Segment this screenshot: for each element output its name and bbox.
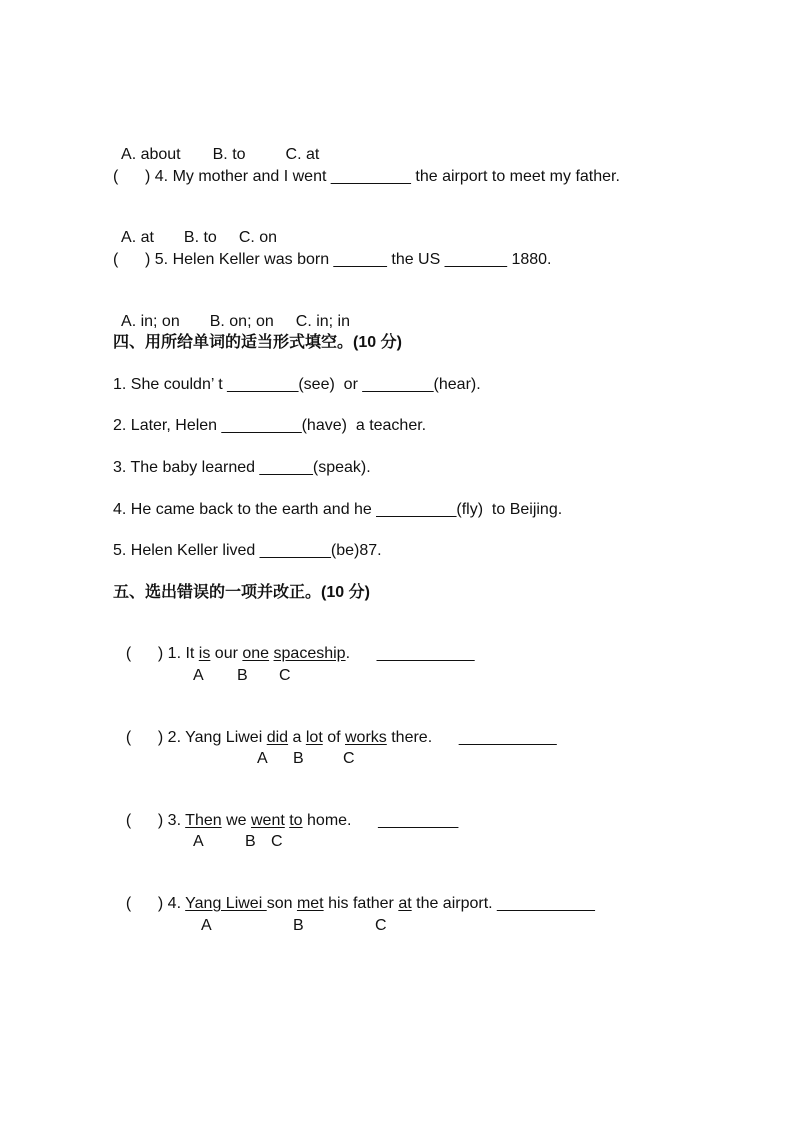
option-a: A. in; on [121,313,180,330]
q4-label-a: A [201,917,212,934]
underlined-a: did [266,729,289,746]
option-b: B. on; on [209,313,274,330]
q1-label-a: A [193,667,204,684]
underlined-b: went [250,812,285,829]
underlined-c: to [289,812,303,829]
q3-options-top [113,125,319,165]
underlined-c: at [398,895,412,912]
underlined-b: lot [305,729,323,746]
q2-label-c: C [343,750,355,767]
question-5: ( ) 5. Helen Keller was born ______ the US _______ 1880. [113,251,552,268]
underlined-c: works [345,729,387,746]
section-4-item-1: 1. She couldn’ t ________(see) or ________(hear). [113,376,481,393]
q2-label-b: B [293,750,304,767]
q1-label-b: B [237,667,248,684]
underlined-a: Yang Liwei [185,895,267,912]
q1-label-c: C [279,667,291,684]
section-4-title: 四、用所给单词的适当形式填空。(10 分) [113,334,402,351]
underlined-c: spaceship [273,645,346,662]
section-5-question-3: ( ) 3. Then we went to home. _________ [125,812,459,829]
q3-label-a: A [193,833,204,850]
underlined-a: Then [185,812,222,829]
q5-options [113,292,350,332]
question-4: ( ) 4. My mother and I went _________ the airport to meet my father. [113,168,620,185]
option-c: C. at [285,146,320,163]
option-a: A. at [121,229,154,246]
option-b: B. to [183,229,217,246]
section-5-question-1: ( ) 1. It is our one spaceship. ___________ [125,645,475,662]
section-4-item-4: 4. He came back to the earth and he _________(fly) to Beijing. [113,501,563,518]
section-5-title: 五、选出错误的一项并改正。(10 分) [113,584,370,601]
underlined-a: is [198,645,211,662]
section-4-item-5: 5. Helen Keller lived ________(be)87. [113,542,382,559]
section-5-question-4: ( ) 4. Yang Liwei son met his father at the airport. ___________ [125,895,595,912]
option-a: A. about [121,146,181,163]
q4-label-c: C [375,917,387,934]
section-5-question-2: ( ) 2. Yang Liwei did a lot of works there. ___________ [125,729,557,746]
option-c: C. on [238,229,278,246]
underlined-b: one [242,645,270,662]
section-4-item-3: 3. The baby learned ______(speak). [113,459,371,476]
q2-label-a: A [257,750,268,767]
option-c: C. in; in [295,313,351,330]
q4-options [113,208,277,248]
section-4-item-2: 2. Later, Helen _________(have) a teacher. [113,417,427,434]
underlined-b: met [296,895,324,912]
q3-label-b: B [245,833,256,850]
q3-label-c: C [271,833,283,850]
option-b: B. to [212,146,246,163]
q4-label-b: B [293,917,304,934]
